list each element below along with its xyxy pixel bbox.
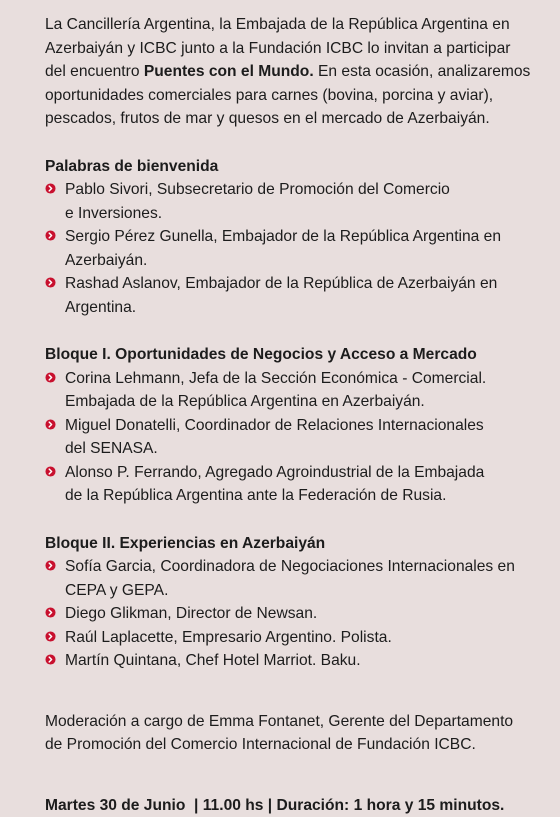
section-title: Bloque II. Experiencias en Azerbaiyán — [45, 532, 540, 556]
list-item — [45, 225, 540, 272]
intro-line-3-start: del encuentro — [45, 63, 144, 80]
item-line: Corina Lehmann, Jefa de la Sección Económica - Comercial. — [65, 367, 540, 391]
section-welcome — [45, 155, 540, 320]
speaker-list — [45, 178, 540, 319]
item-line: Raúl Laplacette, Empresario Argentino. Polista. — [65, 626, 540, 650]
item-line: Embajada de la República Argentina en Azerbaiyán. — [65, 390, 540, 414]
chevron-right-circle-icon — [45, 607, 56, 618]
list-item — [45, 178, 540, 225]
chevron-right-circle-icon — [45, 466, 56, 477]
section-bloque-1 — [45, 343, 540, 508]
item-line: CEPA y GEPA. — [65, 579, 540, 603]
intro-line-4: oportunidades comerciales para carnes (bovina, porcina y aviar), — [45, 87, 493, 104]
item-line: de la República Argentina ante la Federación de Rusia. — [65, 484, 540, 508]
event-date-time: Martes 30 de Junio | 11.00 hs | Duración: 1 hora y 15 minutos. — [45, 794, 540, 817]
intro-paragraph — [45, 13, 540, 131]
item-line: Pablo Sivori, Subsecretario de Promoción del Comercio — [65, 178, 540, 202]
item-line: Martín Quintana, Chef Hotel Marriot. Baku. — [65, 649, 540, 673]
intro-line-1: La Cancillería Argentina, la Embajada de la República Argentina en — [45, 16, 510, 33]
item-line: Rashad Aslanov, Embajador de la República de Azerbaiyán en — [65, 272, 540, 296]
section-title: Bloque I. Oportunidades de Negocios y Acceso a Mercado — [45, 343, 540, 367]
event-name: Puentes con el Mundo. — [144, 63, 314, 80]
chevron-right-circle-icon — [45, 372, 56, 383]
intro-line-3-rest: En esta ocasión, analizaremos — [314, 63, 531, 80]
item-line: Sergio Pérez Gunella, Embajador de la República Argentina en — [65, 225, 540, 249]
chevron-right-circle-icon — [45, 183, 56, 194]
list-item — [45, 414, 540, 461]
list-item — [45, 367, 540, 414]
item-line: Miguel Donatelli, Coordinador de Relaciones Internacionales — [65, 414, 540, 438]
item-line: Azerbaiyán. — [65, 249, 540, 273]
chevron-right-circle-icon — [45, 654, 56, 665]
list-item — [45, 272, 540, 319]
section-bloque-2 — [45, 532, 540, 673]
list-item — [45, 602, 540, 626]
section-title: Palabras de bienvenida — [45, 155, 540, 179]
speaker-list — [45, 367, 540, 508]
item-line: Argentina. — [65, 296, 540, 320]
list-item — [45, 555, 540, 602]
chevron-right-circle-icon — [45, 560, 56, 571]
list-item — [45, 461, 540, 508]
moderation-note — [45, 710, 540, 757]
item-line: Sofía Garcia, Coordinadora de Negociaciones Internacionales en — [65, 555, 540, 579]
moderation-line-2: de Promoción del Comercio Internacional de Fundación ICBC. — [45, 733, 540, 757]
intro-line-2: Azerbaiyán y ICBC junto a la Fundación ICBC lo invitan a participar — [45, 40, 510, 57]
chevron-right-circle-icon — [45, 631, 56, 642]
item-line: Diego Glikman, Director de Newsan. — [65, 602, 540, 626]
list-item — [45, 649, 540, 673]
item-line: del SENASA. — [65, 437, 540, 461]
chevron-right-circle-icon — [45, 419, 56, 430]
item-line: Alonso P. Ferrando, Agregado Agroindustrial de la Embajada — [65, 461, 540, 485]
chevron-right-circle-icon — [45, 277, 56, 288]
chevron-right-circle-icon — [45, 230, 56, 241]
moderation-line-1: Moderación a cargo de Emma Fontanet, Gerente del Departamento — [45, 710, 540, 734]
intro-line-5: pescados, frutos de mar y quesos en el mercado de Azerbaiyán. — [45, 110, 490, 127]
speaker-list — [45, 555, 540, 673]
item-line: e Inversiones. — [65, 202, 540, 226]
list-item — [45, 626, 540, 650]
